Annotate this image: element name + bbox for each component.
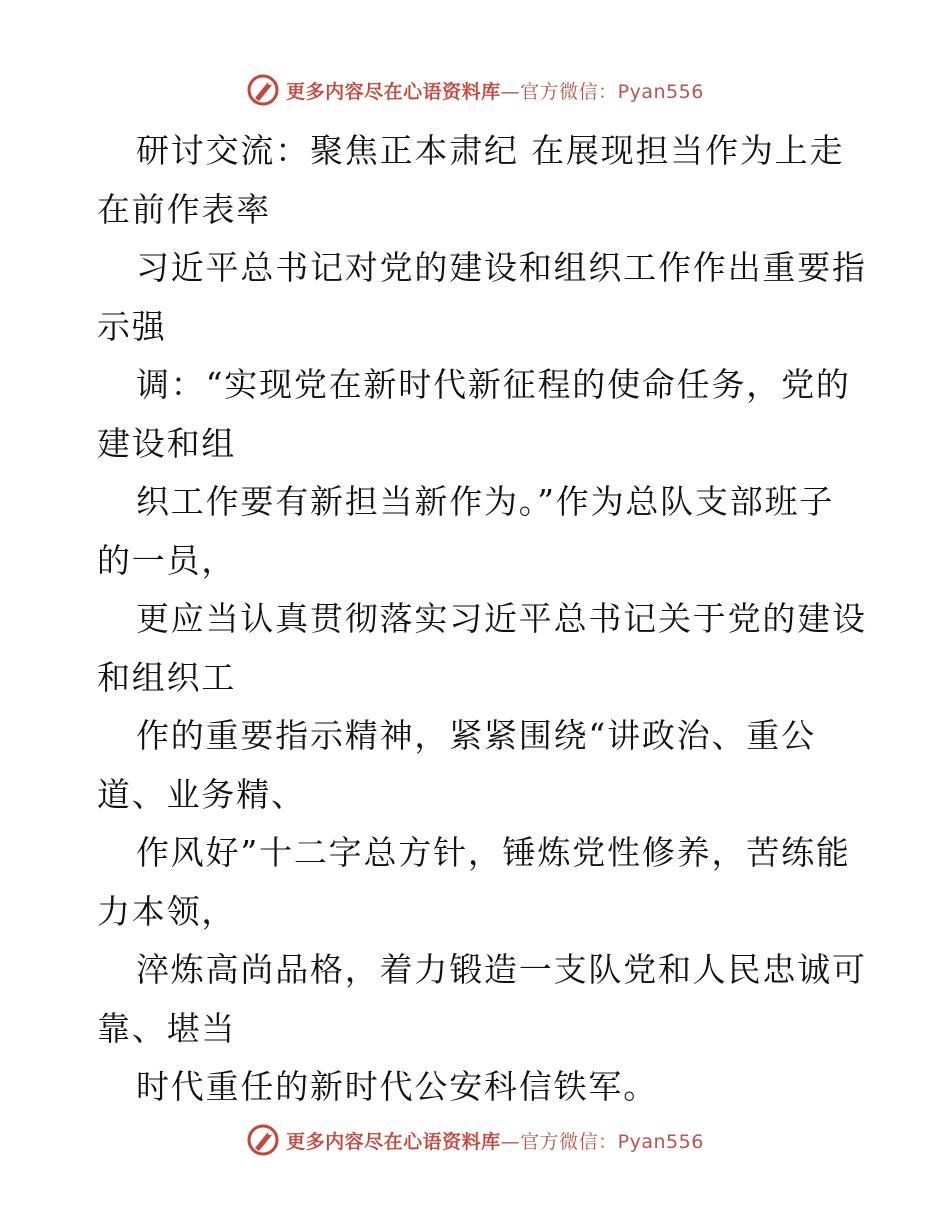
watermark-contact-text: —官方微信：Pyan556 — [500, 1130, 704, 1153]
text-line: 习近平总书记对党的建设和组织工作作出重要指 — [136, 248, 867, 287]
watermark-contact-text: —官方微信：Pyan556 — [500, 80, 704, 103]
document-body — [97, 122, 867, 1117]
text-line: 示强 — [97, 306, 167, 346]
text-line: 织工作要有新担当新作为。”作为总队支部班子 — [136, 482, 835, 521]
watermark-main-text: 更多内容尽在心语资料库 — [286, 80, 501, 103]
footer-watermark — [0, 1122, 950, 1158]
text-line: 力本领， — [97, 891, 237, 931]
text-line: 道、业务精、 — [97, 774, 306, 814]
text-line: 淬炼高尚品格，着力锻造一支队党和人民忠诚可 — [136, 950, 867, 989]
pen-logo-icon — [246, 1123, 280, 1157]
text-line: 和组织工 — [97, 657, 237, 697]
text-line: 的一员， — [97, 540, 237, 580]
text-line: 研讨交流：聚焦正本肃纪 在展现担当作为上走 — [136, 131, 845, 170]
text-line: 时代重任的新时代公安科信铁军。 — [136, 1067, 658, 1106]
text-line: 靠、堪当 — [97, 1008, 237, 1048]
pen-logo-icon — [246, 73, 280, 107]
text-line: 作风好”十二字总方针，锤炼党性修养，苦练能 — [136, 833, 851, 872]
header-watermark — [0, 72, 950, 108]
text-line: 建设和组 — [97, 423, 237, 463]
watermark-main-text: 更多内容尽在心语资料库 — [286, 1130, 501, 1153]
text-line: 调：“实现党在新时代新征程的使命任务，党的 — [136, 365, 851, 404]
text-line: 更应当认真贯彻落实习近平总书记关于党的建设 — [136, 599, 867, 638]
text-line: 在前作表率 — [97, 189, 271, 229]
text-line: 作的重要指示精神，紧紧围绕“讲政治、重公 — [136, 716, 816, 755]
